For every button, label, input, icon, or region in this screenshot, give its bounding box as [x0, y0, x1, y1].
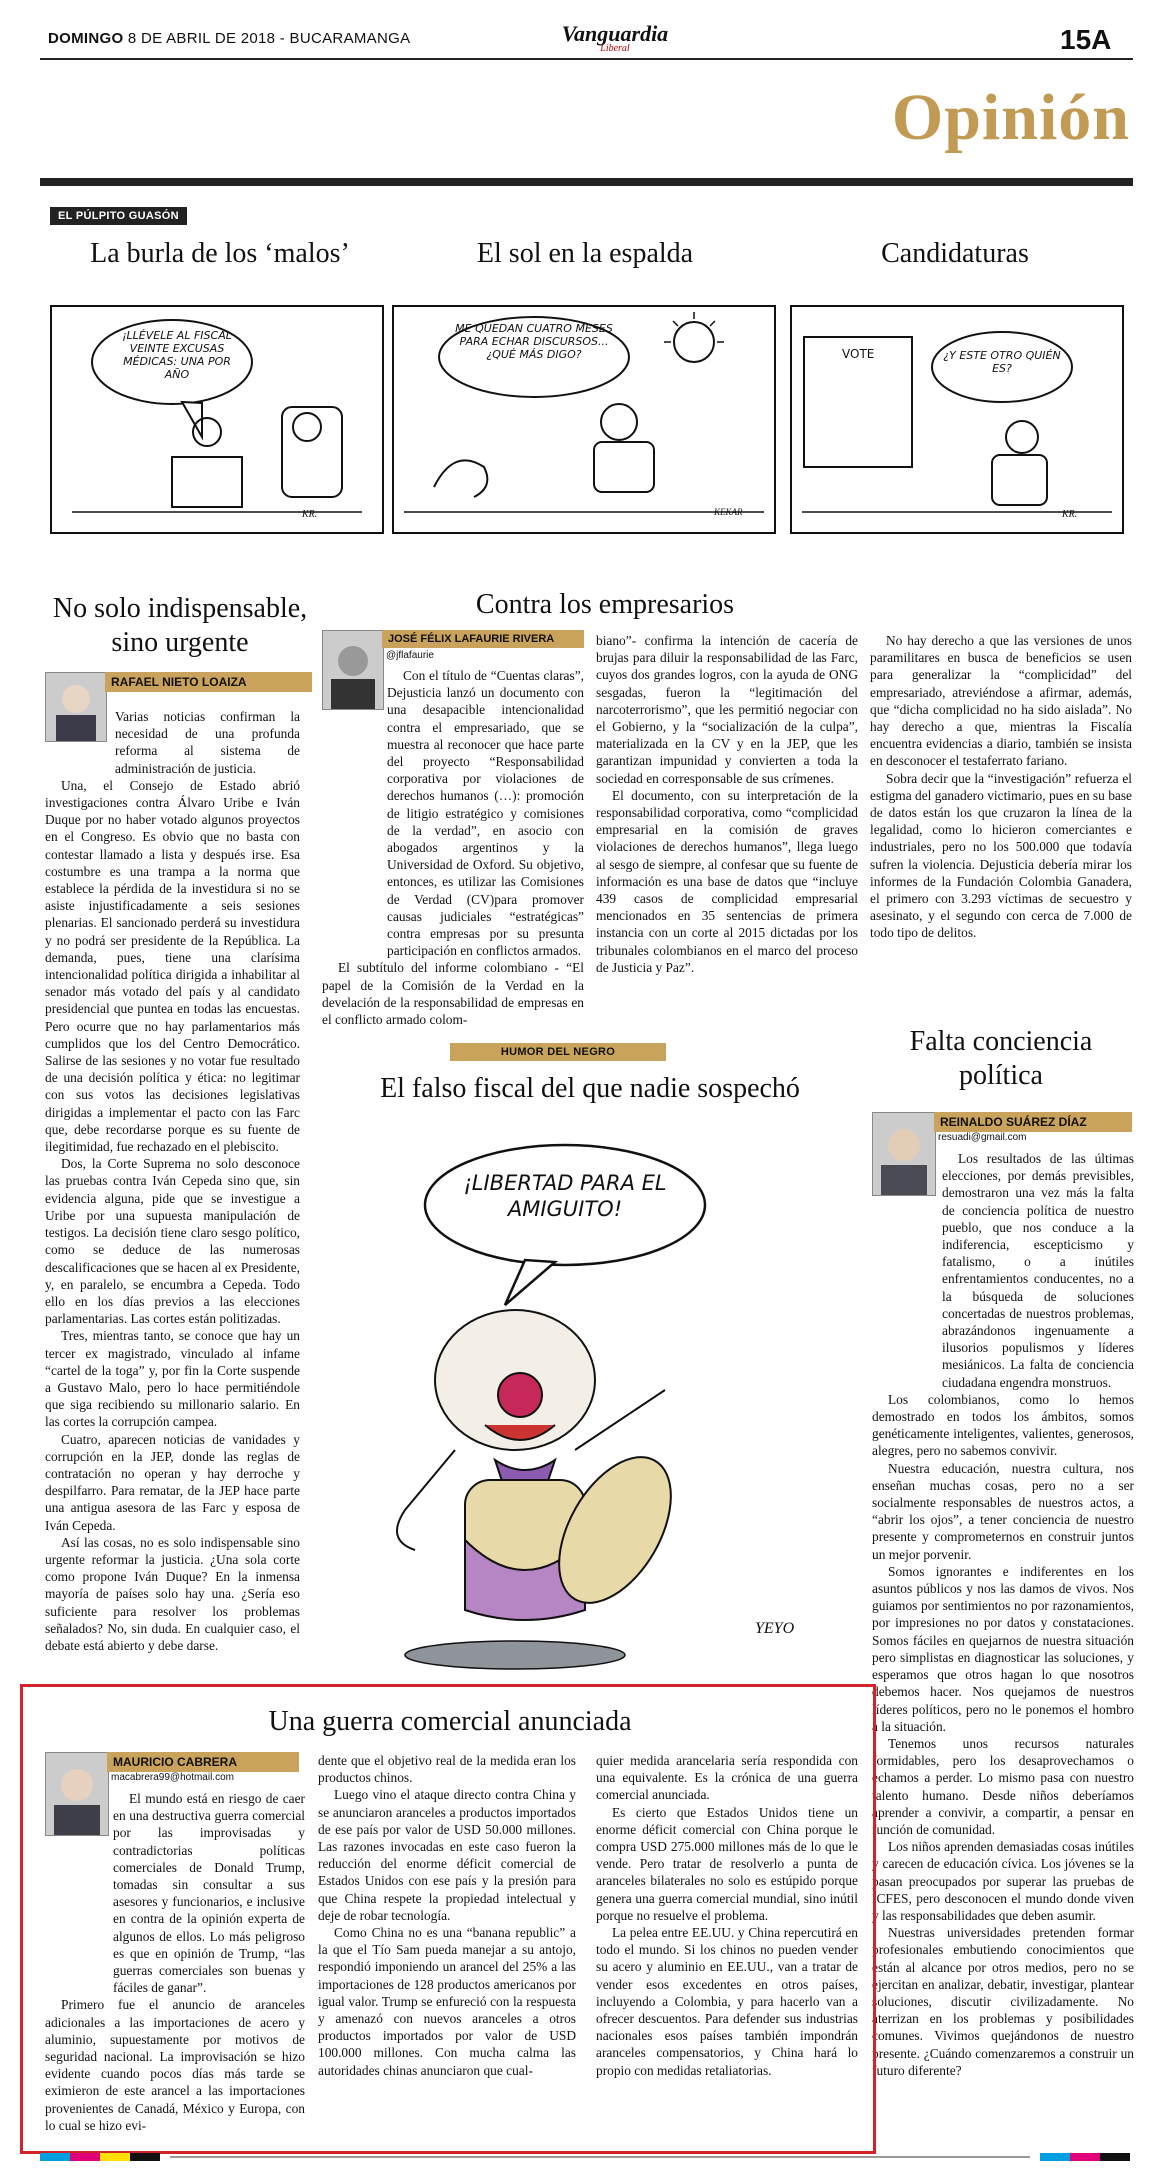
- article3-body: [872, 1150, 1134, 2079]
- article4-paragraph: dente que el objetivo real de la medida eran los productos chinos.: [318, 1753, 576, 1786]
- article2-headline: Contra los empresarios: [475, 589, 735, 620]
- article2-author: JOSÉ FÉLIX LAFAURIE RIVERA: [382, 630, 584, 648]
- article1-paragraph: Dos, la Corte Suprema no solo desconoce las pruebas contra Iván Cepeda sino que, sin evidencia alguna, pide que se investigue a Uribe por una supuesta manipulación de testigos. La decisión tiene claro sesgo político, como se deduce de las numerosas descalificaciones que se hacen al ex Presidente, y, en paralelo, se encumbra a Cepeda. Todo ello en los días previos a las elecciones parlamentarias. Las cortes están politizadas.: [45, 1156, 300, 1327]
- article1-body: [45, 708, 300, 1654]
- cartoon-signature-2: KEKAR: [714, 507, 743, 517]
- article2-paragraph: El subtítulo del informe colombiano - “El papel de la Comisión de la Verdad en la develación de la responsabilidad de empresas en el conflicto armado colom-: [322, 960, 584, 1028]
- article4-col3: [596, 1752, 858, 2079]
- article3-paragraph: Nuestras universidades pretenden formar profesionales embutiendo conocimientos que están al alcance por otros medios, pero no se ejercitan en analizar, debatir, investigar, plantear soluciones, discutir civilizadamente. No aterrizan en los problemas y posibilidades comunes. Vivimos quejándonos de nuestro presente. ¿Cuándo comenzaremos a construir un futuro diferente?: [872, 1925, 1134, 2078]
- article4-email: macabrera99@hotmail.com: [111, 1772, 234, 1783]
- article4-col2: [318, 1752, 576, 2079]
- cartoon-title-1: La burla de los ‘malos’: [90, 238, 350, 269]
- newspaper-logo: Vanguardia Liberal: [561, 21, 669, 54]
- article4-paragraph: Luego vino el ataque directo contra China y se anunciaron aranceles a productos importados de ese país por valor de USD 50.000 millones. Las razones invocadas en este caso fueron la reducción del enorme déficit comercial de Estados Unidos con ese país y la presión para que China respete la propiedad intelectual y deje de robar tecnología.: [318, 1787, 576, 1923]
- page-number: 15A: [1060, 24, 1112, 55]
- article4-paragraph: Primero fue el anuncio de aranceles adicionales a las importaciones de acero y aluminio, supuestamente por motivos de seguridad nacional. La improvisación se hizo evidente cuando pocos días más tarde se eximieron de este arancel a las importaciones provenientes de Canadá, México y Europa, con lo cual se hizo evi-: [45, 1997, 305, 2133]
- cartoon-panel-2: [392, 305, 776, 534]
- article1-paragraph: Cuatro, aparecen noticias de vanidades y corrupción en la JEP, donde las reglas de contratación no operan y hay derroche y despilfarro. Para rematar, de la JEP hace parte una antigua asesora de las Farc y esposa de Iván Cepeda.: [45, 1431, 300, 1533]
- humor-cartoon: [325, 1120, 855, 1680]
- article4-author: MAURICIO CABRERA: [107, 1752, 299, 1772]
- article1-paragraph: Varias noticias confirman la necesidad de una profunda reforma al sistema de administración de justicia.: [115, 709, 300, 776]
- humor-signature: YEYO: [755, 1620, 795, 1637]
- cartoon-kicker: EL PÚLPITO GUASÓN: [50, 207, 187, 225]
- article3-paragraph: Los resultados de las últimas elecciones, por demás previsibles, demostraron una vez más la falta de conciencia política de nuestro pueblo, que nos conduce a la indiferencia, escepticismo y fatalismo, o a inútiles enfrentamientos conducentes, no a la búsqueda de soluciones concertadas de nuestros problemas, abrazándonos ingenuamente a ilusorios populismos y líderes mesiánicos. La falta de conciencia ciudadana engendra monstruos.: [942, 1151, 1134, 1390]
- cartoon-drawing-3: [792, 307, 1122, 532]
- humor-bubble: ¡LIBERTAD PARA EL AMIGUITO!: [463, 1171, 667, 1221]
- article4-col1: [45, 1790, 305, 2134]
- article3-author: REINALDO SUÁREZ DÍAZ: [934, 1112, 1132, 1132]
- article1-paragraph: Tres, mientras tanto, se conoce que hay un tercer ex magistrado, vinculado al infame “cartel de la toga” y, por fin la Corte suspende a Gustavo Malo, pero lo hace permitiéndole que siga recibiendo su millonario salario. En las cortes la corrupción campea.: [45, 1328, 300, 1430]
- humor-kicker: HUMOR DEL NEGRO: [450, 1043, 666, 1061]
- cartoon-signature-1: KR.: [302, 509, 318, 520]
- article2-paragraph: biano”- confirma la intención de cacería de brujas para diluir la responsabilidad de las Farc, cuyos dos grandes logros, con la ayuda de ONG sesgadas, fueron la “legitimación del narcoterrorismo”, que les permitió negociar con el Gobierno, y la “socialización de la culpa”, materializada en la CV y en la JEP, que les garantizan impunidad y convierten a toda la sociedad en corresponsable de sus crímenes.: [596, 633, 858, 786]
- article2-col2: [596, 632, 858, 976]
- section-title: Opinión: [891, 81, 1130, 154]
- humor-title: El falso fiscal del que nadie sospechó: [380, 1073, 800, 1104]
- article2-col1: [322, 667, 584, 1028]
- cartoon-bubble-2: ME QUEDAN CUATRO MESES PARA ECHAR DISCURSOS... ¿QUÉ MÁS DIGO?: [455, 322, 613, 361]
- article4-paragraph: Como China no es una “banana republic” a la que el Tío Sam pueda manejar a su antojo, respondió imponiendo un arancel del 25% a las importaciones de 128 productos americanos por igual valor. Trump se enfureció con la respuesta y amenazó con nuevos aranceles a otros productos importados por valor de USD 100.000 millones. Con mucha calma las autoridades chinas anunciaron que cual-: [318, 1925, 576, 2078]
- issue-date: DOMINGO 8 DE ABRIL DE 2018 - BUCARAMANGA: [48, 30, 411, 47]
- article3-paragraph: Somos ignorantes e indiferentes en los asuntos públicos y nos las damos de vivos. Nos guiamos por sentimientos no por razonamientos, por impresiones no por datos y constataciones. Somos fáciles en quejarnos de nuestra situación pero simplistas en diagnosticar las soluciones, y esperamos que otros hagan lo que nosotros debemos hacer. Nos quejamos de nuestros líderes políticos, pero no le ponemos el hombro a la situación.: [872, 1563, 1134, 1734]
- article3-paragraph: Nuestra educación, nuestra cultura, nos enseñan muchas cosas, pero no a ser socialmente responsables de nuestros actos, a “abrir los ojos”, a tener conciencia de nuestro presente y comprometernos en construir juntos un mejor porvenir.: [872, 1460, 1134, 1562]
- article4-headline: Una guerra comercial anunciada: [268, 1706, 632, 1737]
- article2-paragraph: Sobra decir que la “investigación” refuerza el estigma del ganadero victimario, pues en su base de datos están los que cruzaron la línea de la legalidad, como lo hicieron comerciantes e industriales, pero no los 500.000 que todavía sufren la violencia. Dejusticia debería mirar los informes de la Fundación Colombia Ganadera, el primero con 3.293 víctimas de secuestro y asesinato, y el segundo con cerca de 7.000 de todo tipo de delitos.: [870, 770, 1132, 941]
- article2-paragraph: El documento, con su interpretación de la responsabilidad corporativa, como “complicidad empresarial en la comisión de graves violaciones de derechos humanos”, llega luego al sesgo de siempre, al confesar que su fuente de información es una base de datos que “incluye 439 casos de complicidad empresarial mencionados en 35 sentencias de primera instancia con un corte al 2015 dictadas por los tribunales colombianos en el marco del proceso de Justicia y Paz”.: [596, 787, 858, 975]
- cartoon-panel-1: [50, 305, 384, 534]
- article4-paragraph: La pelea entre EE.UU. y China repercutirá en todo el mundo. Si los chinos no pueden vender su acero y aluminio en EE.UU., van a tratar de vender esos excedentes en otros países, incluyendo a Colombia, y para hacerlo van a ofrecer descuentos. Para defender sus industrias nacionales esos países también impondrán aranceles compensatorios, y China hará lo propio con medidas retaliatorias.: [596, 1925, 858, 2078]
- cartoon-bubble-1: ¡LLÉVELE AL FISCAL VEINTE EXCUSAS MÉDICAS: UNA POR AÑO: [122, 329, 232, 381]
- article3-paragraph: Tenemos unos recursos naturales formidables, pero los desaprovechamos o echamos a perder. Lo mismo pasa con nuestro talento humano. Desde niños deberíamos aprender a convivir, a compartir, a pensar en función de comunidad.: [872, 1735, 1134, 1837]
- article3-headline: Falta conciencia política: [909, 1026, 1093, 1091]
- print-color-strip: [40, 2150, 1133, 2162]
- cartoon-bubble-3: ¿Y ESTE OTRO QUIÉN ES?: [943, 349, 1061, 375]
- cartoon-panel-3: [790, 305, 1124, 534]
- article1-author: RAFAEL NIETO LOAIZA: [105, 672, 312, 692]
- section-rule: [40, 178, 1133, 186]
- article4-paragraph: El mundo está en riesgo de caer en una destructiva guerra comercial por las improvisadas y contradictorias políticas comerciales de Donald Trump, tomadas sin consultar a sus asesores y funcionarios, e inclusive en contra de la opinión experta de algunos de ellos. Lo más peligroso es que en opinión de Trump, “las guerras comerciales son buenas y fáciles de ganar”.: [113, 1791, 305, 1996]
- article2-paragraph: Con el título de “Cuentas claras”, Dejusticia lanzó un documento con una desapacible intencionalidad contra el empresariado, que se muestra al reconocer que hace parte del proyecto “Responsabilidad corporativa por violaciones de derechos humanos (…): promoción de litigio estratégico y comisiones de la verdad”, en asocio con abogados argentinos y la Universidad de Oxford. Su objetivo, entonces, es utilizar las Comisiones de Verdad (CV)para promover causas judiciales “estratégicas” contra empresas por su presunta participación en conflictos armados.: [387, 668, 584, 959]
- article3-paragraph: Los niños aprenden demasiadas cosas inútiles y carecen de educación cívica. Los jóvenes se la pasan preocupados por superar las pruebas de ICFES, pero desconocen el mundo donde viven y las responsabilidades que deben asumir.: [872, 1839, 1134, 1923]
- article1-paragraph: Así las cosas, no es solo indispensable sino urgente reformar la justicia. ¿Una sola corte como propone Iván Duque? En la inmensa mayoría de países solo hay una. ¿Sería eso suficiente para resolver los problemas señalados? No, sin duda. En cualquier caso, el debate está abierto y debe darse.: [45, 1534, 300, 1653]
- cartoon-signature-3: KR.: [1062, 509, 1078, 520]
- article4-paragraph: Es cierto que Estados Unidos tiene un enorme déficit comercial con China porque le compra USD 275.000 millones más de lo que le vende. Pero tratar de resolverlo a punta de aranceles bilaterales no solo es estúpido porque genera una guerra comercial mundial, sino inútil porque no resuelve el problema.: [596, 1804, 858, 1923]
- article1-paragraph: Una, el Consejo de Estado abrió investigaciones contra Álvaro Uribe e Iván Duque por no haber votado algunos proyectos en el Congreso. Es obvio que no basta con contestar llamado a lista y después irse. Esa costumbre es una trampa a la norma que establece la pérdida de la investidura si no se asiste injustificadamente a seis sesiones plenarias. El sancionado perderá su investidura y no podrá ser presidente de la República. La demanda, pues, tiene una clarísima intencionalidad política dirigida a inhabilitar al senador más votado del país y al candidato presidencial que puntea en todas las encuestas. Pero ocurre que no hay parlamentarios más cumplidos que los del Centro Democrático. Salirse de las sesiones y no votar fue resultado de una decisión política y ética: no legitimar con sus votos las decisiones legislativas dirigidas a implementar el pacto con las Farc que, debe recordarse porque es su fuente de ilegitimidad, fue rechazado en el plebiscito.: [45, 777, 300, 1155]
- article3-paragraph: Los colombianos, como lo hemos demostrado en todos los ámbitos, somos genéticamente inteligentes, valientes, generosos, alegres, pero no sabemos convivir.: [872, 1391, 1134, 1459]
- vote-sign: VOTE: [842, 347, 875, 361]
- article2-handle: @jflafaurie: [386, 650, 434, 661]
- article4-paragraph: quier medida arancelaria sería respondida con una equivalente. Es la crónica de una guerra comercial anunciada.: [596, 1753, 858, 1803]
- cartoon-title-3: Candidaturas: [881, 238, 1029, 269]
- article3-email: resuadi@gmail.com: [938, 1132, 1027, 1143]
- article2-paragraph: No hay derecho a que las versiones de unos paramilitares en busca de beneficios se usen para generalizar la “complicidad” del empresariado, atreviéndose a afirmar, además, que “dicha complicidad no ha sido aislada”. No hay derecho a que, mientras la Fiscalía encuentra evidencias a diario, también se insista en desconocer el testaferrato fariano.: [870, 633, 1132, 769]
- article2-col3: [870, 632, 1132, 942]
- article1-headline: No solo indispensable, sino urgente: [52, 593, 308, 658]
- cartoon-title-2: El sol en la espalda: [476, 238, 694, 269]
